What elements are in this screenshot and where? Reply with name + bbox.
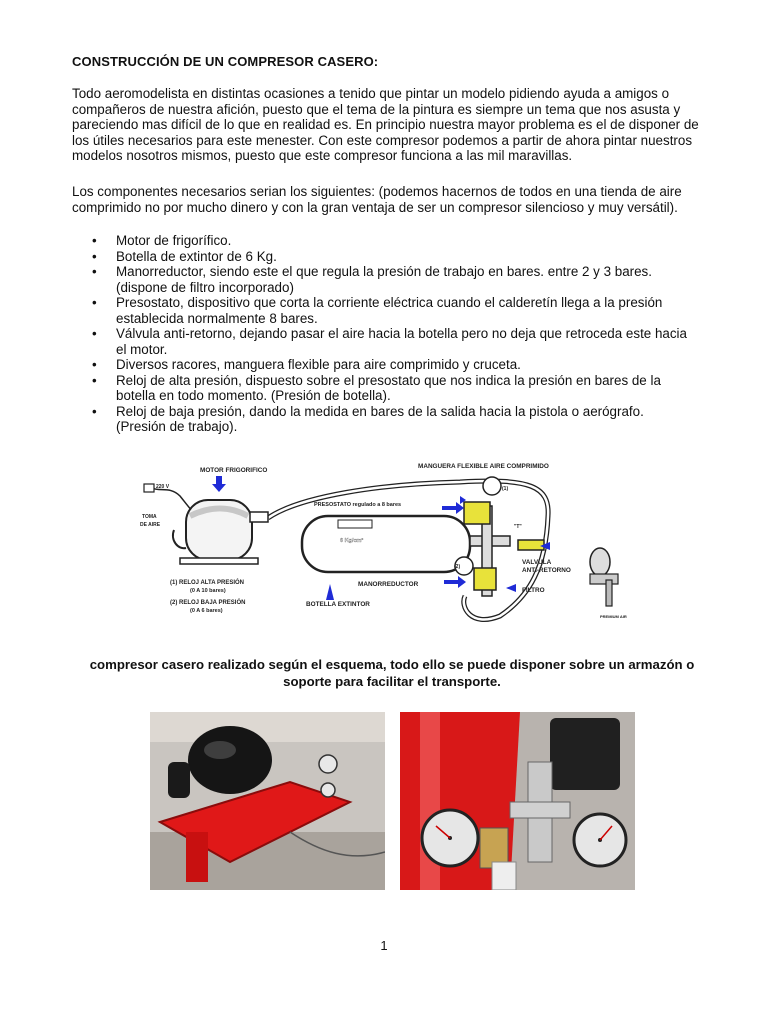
list-item-text: Diversos racores, manguera flexible para aire comprimido y cruceta. (116, 357, 521, 372)
valve-label-1: VALVULA (522, 559, 552, 566)
list-item-text: Válvula anti-retorno, dejando pasar el aire hacia la botella pero no deja que retroceda este hacia el motor. (116, 326, 687, 357)
high-pressure-gauge (483, 477, 501, 495)
legend-2-line-1: (2) RELOJ BAJA PRESIÓN (170, 600, 246, 606)
photos-caption: compresor casero realizado según el esquema, todo ello se puede disponer sobre un armazón o soporte para facilitar el transporte. (89, 657, 695, 689)
list-item-text: Reloj de baja presión, dando la medida en bares de la salida hacia la pistola o aerógrafo. (Presión de trabajo). (116, 403, 644, 434)
hose-label: MANGUERA FLEXIBLE AIRE COMPRIMIDO (418, 463, 549, 470)
bullet-icon: • (92, 403, 97, 419)
list-item (92, 233, 692, 249)
list-item (92, 357, 692, 373)
bullet-icon: • (92, 248, 97, 264)
legend-2-line-2: (0 A 6 bares) (190, 608, 223, 614)
check-valve (518, 540, 544, 550)
tank-label: BOTELLA EXTINTOR (306, 601, 370, 608)
list-item (92, 404, 692, 435)
bullet-icon: • (92, 326, 97, 341)
list-item (92, 326, 692, 357)
tee-label: "T" (514, 524, 522, 530)
bullet-icon: • (92, 233, 97, 248)
pressure-reducer (474, 568, 496, 590)
pressostat-label: PRESOSTATO regulado a 8 bares (314, 502, 402, 508)
list-item (92, 264, 692, 295)
arrow-icon (442, 502, 464, 514)
voltage-label: 220 V (156, 484, 170, 490)
intro-paragraph: Todo aeromodelista en distintas ocasiones a tenido que pintar un modelo pidiendo ayuda a amigos o compañeros de nuestra afición, puesto que el tema de la pintura es siempre un tema que nos asusta y pareciendo mas difícil de lo que en realidad es. En principio nuestra mayor problema es el de disponer de los útiles necesarios para este menester. Con este compresor podemos a partir de ahora pintar nuestros modelos nosotros mismos, puesto que este compresor funciona a las mil maravillas. (72, 86, 699, 163)
list-item (92, 295, 692, 326)
list-item-text: Reloj de alta presión, dispuesto sobre el presostato que nos indica la presión en bares de la botella en todo momento. (Presión de botella). (116, 372, 661, 403)
power-plug (144, 484, 154, 492)
bullet-icon: • (92, 372, 97, 388)
list-item-text: Manorreductor, siendo este el que regula la presión de trabajo en bares. entre 2 y 3 bares. (dispone de filtro incorporado) (116, 264, 652, 295)
motor-base (180, 558, 258, 564)
extinguisher-tank (302, 516, 470, 572)
arrow-icon (326, 584, 334, 600)
list-item (92, 373, 692, 404)
valve-label-2: ANTI-RETORNO (522, 567, 571, 574)
legend-1-line-1: (1) RELOJ ALTA PRESIÓN (170, 580, 245, 586)
list-item (92, 249, 692, 265)
bullet-icon: • (92, 264, 97, 279)
page-number: 1 (380, 938, 388, 953)
air-intake-label-1: TOMA (142, 514, 157, 520)
bullet-icon: • (92, 295, 97, 310)
document-title: CONSTRUCCIÓN DE UN COMPRESOR CASERO: (72, 54, 379, 69)
reducer-label: MANORREDUCTOR (358, 581, 419, 588)
legend-1-line-2: (0 A 10 bares) (190, 588, 226, 594)
gauge2-marker: (2) (454, 564, 461, 570)
arrow-icon (212, 476, 226, 492)
air-intake-label-2: DE AIRE (140, 522, 161, 528)
list-item-text: Botella de extintor de 6 Kg. (116, 248, 277, 264)
arrow-icon (444, 576, 466, 588)
components-list (92, 233, 692, 435)
components-intro-paragraph: Los componentes necesarios serian los siguientes: (podemos hacernos de todos en una tienda de aire comprimido no por mucho dinero y con la gran ventaja de ser un compresor silencioso y muy versátil). (72, 184, 682, 215)
tank-marking: 6 Kg/cm² (340, 538, 364, 544)
compressor-schematic (130, 456, 650, 628)
motor-label: MOTOR FRIGORIFICO (200, 467, 268, 474)
compressor-photo-2 (400, 712, 635, 890)
motor-terminal (250, 512, 268, 522)
spray-gun-icon (590, 548, 618, 606)
compressor-photo-1 (150, 712, 385, 890)
list-item-text: Presostato, dispositivo que corta la corriente eléctrica cuando el calderetín llega a la presión establecida normalmente 8 bares. (116, 295, 663, 326)
pressostat-box (464, 502, 490, 524)
arrow-icon (506, 584, 516, 592)
gun-brand-label: PREMIUM AIR (600, 614, 627, 619)
bullet-icon: • (92, 357, 97, 372)
filter-label: FILTRO (522, 587, 545, 594)
list-item-text: Motor de frigorífico. (116, 233, 232, 248)
gauge1-marker: (1) (502, 486, 509, 492)
